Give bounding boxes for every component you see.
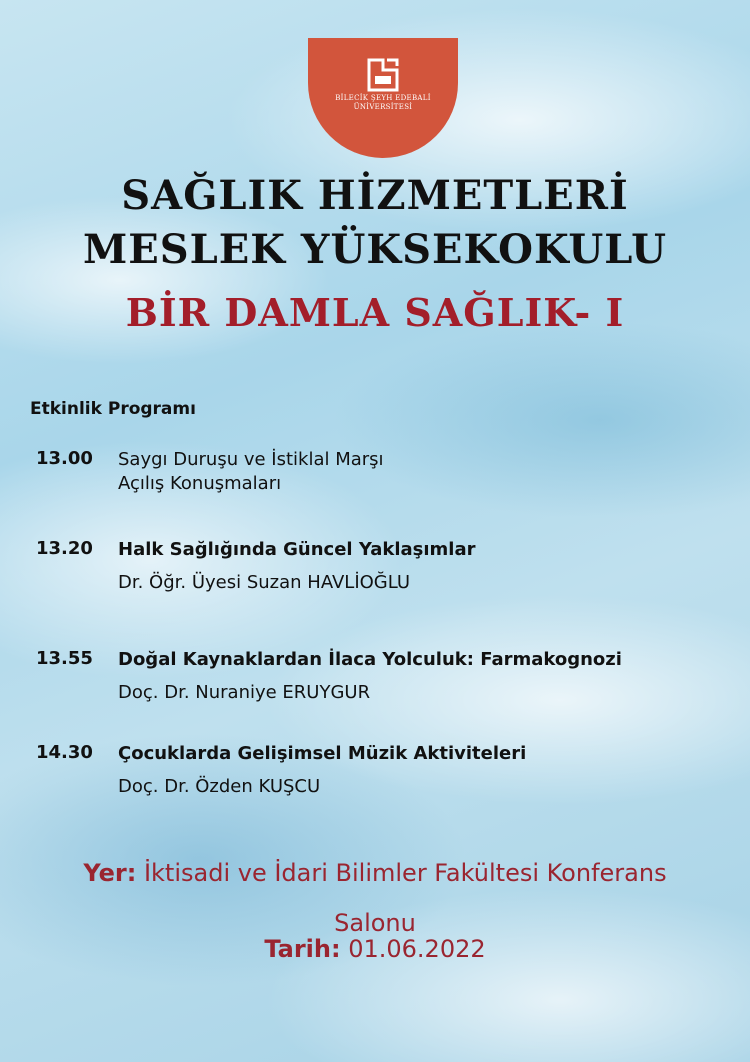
page-title-line1: SAĞLIK HİZMETLERİ [121, 172, 629, 219]
program-item-time: 13.20 [36, 538, 93, 559]
program-item-title: Doğal Kaynaklardan İlaca Yolculuk: Farmakognozi [118, 649, 622, 670]
date-label: Tarih: [264, 935, 341, 963]
logo-text-line1: BİLECİK ŞEYH EDEBALİ [335, 94, 431, 102]
program-item-speaker: Doç. Dr. Özden KUŞCU [118, 776, 321, 797]
program-item-title-line2: Açılış Konuşmaları [118, 473, 282, 494]
event-subtitle: BİR DAMLA SAĞLIK- I [125, 290, 625, 335]
university-logo-badge [308, 38, 458, 158]
program-heading: Etkinlik Programı [30, 399, 196, 419]
program-item-title-line1: Saygı Duruşu ve İstiklal Marşı [118, 449, 384, 470]
program-item-title: Çocuklarda Gelişimsel Müzik Aktiviteleri [118, 743, 527, 764]
venue-value-line1: İktisadi ve İdari Bilimler Fakültesi Konferans [143, 859, 667, 887]
venue-label: Yer: [83, 859, 137, 887]
university-book-icon [363, 56, 403, 94]
logo-text-line2: ÜNİVERSİTESİ [353, 103, 413, 111]
event-date [0, 935, 750, 963]
program-item-time: 14.30 [36, 742, 93, 763]
date-value: 01.06.2022 [348, 935, 486, 963]
program-item-title [118, 448, 718, 496]
page-title-line2: MESLEK YÜKSEKOKULU [82, 226, 668, 273]
program-item-time: 13.55 [36, 648, 93, 669]
program-item-speaker: Doç. Dr. Nuraniye ERUYGUR [118, 682, 371, 703]
venue-value-line2: Salonu [334, 909, 416, 937]
venue-info [0, 848, 750, 948]
program-item-time: 13.00 [36, 448, 93, 469]
program-item-title: Halk Sağlığında Güncel Yaklaşımlar [118, 539, 476, 560]
program-item-speaker: Dr. Öğr. Üyesi Suzan HAVLİOĞLU [118, 572, 411, 593]
